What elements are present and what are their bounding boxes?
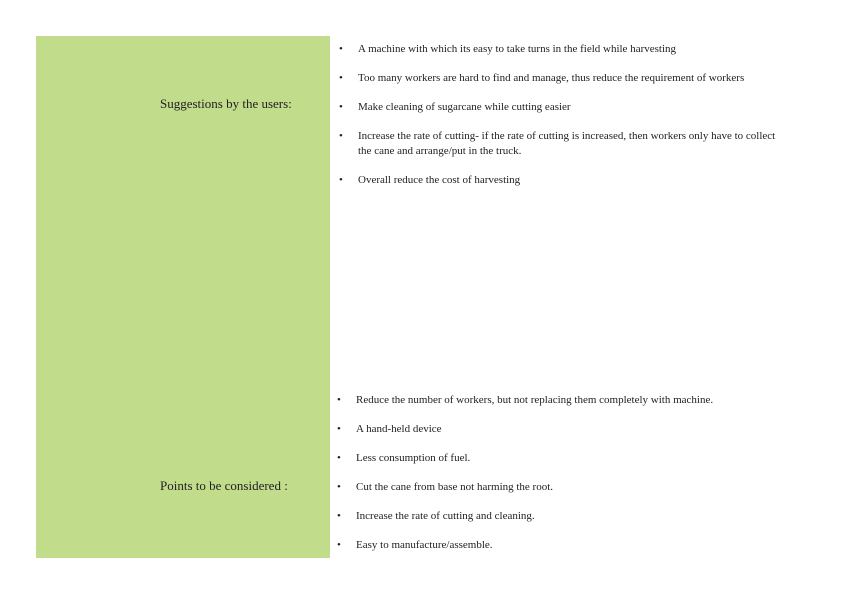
- point-item: • Easy to manufacture/assemble.: [337, 538, 777, 553]
- suggestions-list: [339, 42, 779, 202]
- suggestion-item: • A machine with which its easy to take turns in the field while harvesting: [339, 42, 779, 57]
- point-item: • Increase the rate of cutting and cleaning.: [337, 509, 777, 524]
- points-list: [337, 393, 777, 567]
- point-item: • A hand-held device: [337, 422, 777, 437]
- suggestion-item: • Make cleaning of sugarcane while cutting easier: [339, 100, 779, 115]
- suggestion-item: • Too many workers are hard to find and manage, thus reduce the requirement of workers: [339, 71, 779, 86]
- suggestion-item: • Increase the rate of cutting- if the rate of cutting is increased, then workers only have to collect the cane and arrange/put in the truck.: [339, 129, 779, 159]
- point-item: • Reduce the number of workers, but not replacing them completely with machine.: [337, 393, 777, 408]
- points-heading: Points to be considered :: [160, 478, 288, 493]
- point-item: • Cut the cane from base not harming the root.: [337, 480, 777, 495]
- suggestion-item: • Overall reduce the cost of harvesting: [339, 173, 779, 188]
- suggestions-heading: Suggestions by the users:: [160, 96, 292, 111]
- point-item: • Less consumption of fuel.: [337, 451, 777, 466]
